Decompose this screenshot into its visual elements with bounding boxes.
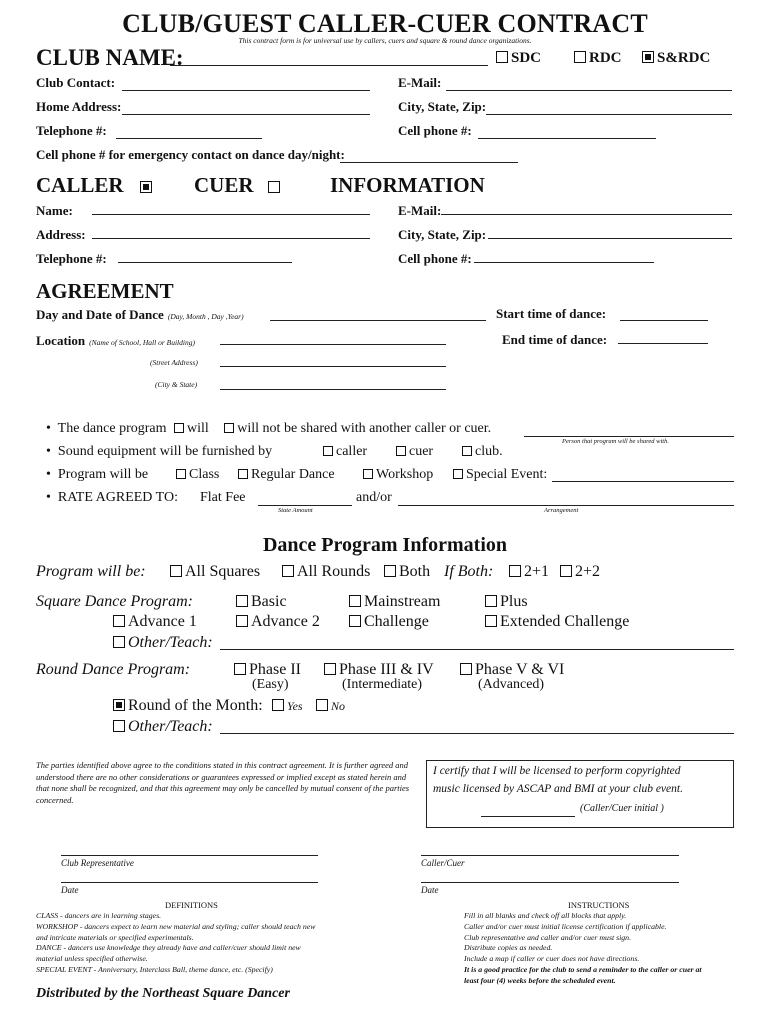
caller-heading: CALLER — [36, 173, 155, 198]
definition-line: WORKSHOP - dancers expect to learn new material and styling; caller should teach new — [36, 921, 316, 931]
definition-line: SPECIAL EVENT - Anniversary, Interclass Ball, theme dance, etc. (Specify) — [36, 964, 273, 974]
square-other-teach-option[interactable]: Other/Teach: — [113, 634, 213, 652]
initial-label: (Caller/Cuer initial ) — [580, 803, 664, 814]
club-rep-signature-field[interactable] — [61, 855, 318, 856]
square-other-teach-field[interactable] — [220, 649, 734, 650]
instruction-bold-line: It is a good practice for the club to send a reminder to the caller or cuer at — [464, 964, 702, 974]
workshop-checkbox[interactable] — [363, 469, 373, 479]
club-city-label: City, State, Zip: — [398, 99, 487, 114]
type-special-option[interactable]: Special Event: — [453, 467, 547, 483]
city-hint: (City & State) — [155, 380, 198, 389]
club-type-rdc[interactable]: RDC — [574, 50, 622, 67]
bullet-rate: • RATE AGREED TO: — [46, 490, 178, 505]
definition-line: material unless specified otherwise. — [36, 954, 148, 964]
caller-cuer-date-label: Date — [421, 885, 439, 895]
caller-cell-label: Cell phone #: — [398, 251, 472, 266]
arrangement-hint: Arrangement — [544, 507, 579, 514]
phase34-checkbox[interactable] — [324, 663, 336, 675]
club-cell-label: Cell phone #: — [398, 123, 472, 138]
end-time-field[interactable] — [618, 343, 708, 344]
caller-checkbox[interactable] — [140, 181, 152, 193]
cuer-checkbox[interactable] — [268, 181, 280, 193]
caller-cuer-label: Caller/Cuer — [421, 858, 465, 868]
start-time-label: Start time of dance: — [496, 306, 607, 321]
club-contact-label: Club Contact: — [36, 75, 116, 90]
certify-line-2: music licensed by ASCAP and BMI at your club event. — [433, 783, 683, 795]
basic-option[interactable]: Basic — [236, 593, 287, 611]
caller-email-field[interactable] — [441, 214, 732, 215]
bullet-program-type: • Program will be — [46, 467, 149, 482]
regular-dance-checkbox[interactable] — [238, 469, 248, 479]
challenge-checkbox[interactable] — [349, 615, 361, 627]
page-title: CLUB/GUEST CALLER-CUER CONTRACT — [122, 9, 648, 38]
club-home-address-label: Home Address: — [36, 99, 122, 114]
special-event-field[interactable] — [552, 481, 734, 482]
phase2-option[interactable]: Phase II — [234, 661, 301, 679]
special-event-checkbox[interactable] — [453, 469, 463, 479]
advance1-checkbox[interactable] — [113, 615, 125, 627]
caller-cuer-signature-field[interactable] — [421, 855, 679, 856]
instruction-line: Fill in all blanks and check off all blocks that apply. — [464, 911, 627, 920]
definition-line: and intricate materials or specified experimentals. — [36, 932, 194, 942]
club-telephone-field[interactable] — [116, 138, 262, 139]
will-not-checkbox[interactable] — [224, 423, 234, 433]
extended-challenge-option[interactable]: Extended Challenge — [485, 613, 629, 631]
sound-cuer-option[interactable]: cuer — [396, 444, 433, 460]
challenge-option[interactable]: Challenge — [349, 613, 429, 631]
caller-city-label: City, State, Zip: — [398, 227, 487, 242]
day-date-label: Day and Date of Dance (Day, Month , Day ,Year) — [36, 307, 244, 322]
end-time-label: End time of dance: — [502, 332, 608, 347]
club-city-field[interactable] — [486, 114, 732, 115]
emergency-field[interactable] — [340, 162, 518, 163]
round-other-teach-field[interactable] — [220, 733, 734, 734]
2plus1-checkbox[interactable] — [509, 565, 521, 577]
caller-email-label: E-Mail: — [398, 203, 442, 218]
instruction-line: Include a map if caller or cuer does not have directions. — [464, 954, 640, 964]
club-cell-field[interactable] — [478, 138, 656, 139]
definition-line: CLASS - dancers are in learning stages. — [36, 911, 162, 920]
rotm-no-checkbox[interactable] — [316, 699, 328, 711]
shared-person-field[interactable] — [524, 436, 734, 437]
cuer-heading: CUER — [194, 173, 283, 198]
information-heading: INFORMATION — [330, 173, 485, 197]
basic-checkbox[interactable] — [236, 595, 248, 607]
mainstream-checkbox[interactable] — [349, 595, 361, 607]
advance2-option[interactable]: Advance 2 — [236, 613, 320, 631]
street-hint: (Street Address) — [150, 358, 198, 367]
instruction-line: Caller and/or cuer must initial license certification if applicable. — [464, 921, 667, 931]
caller-address-label: Address: — [36, 227, 86, 242]
will-checkbox[interactable] — [174, 423, 184, 433]
sound-caller-checkbox[interactable] — [323, 446, 333, 456]
sound-caller-option[interactable]: caller — [323, 444, 367, 460]
location-label: Location (Name of School, Hall or Building) — [36, 333, 195, 348]
start-time-field[interactable] — [620, 320, 708, 321]
instruction-line: Distribute copies as needed. — [464, 943, 553, 953]
club-home-address-field[interactable] — [122, 114, 370, 115]
type-regular-option[interactable]: Regular Dance — [238, 467, 335, 483]
both-checkbox[interactable] — [384, 565, 396, 577]
sound-club-option[interactable]: club. — [462, 444, 503, 460]
round-of-month-option[interactable]: Round of the Month: — [113, 697, 263, 715]
round-other-teach-checkbox[interactable] — [113, 720, 125, 732]
club-email-field[interactable] — [446, 90, 732, 91]
emergency-label: Cell phone # for emergency contact on dance day/night: — [36, 147, 345, 162]
bullet-program-shared: • The dance program will will not be shared with another caller or cuer. — [46, 421, 492, 436]
definitions-heading: DEFINITIONS — [165, 900, 218, 910]
sound-club-checkbox[interactable] — [462, 446, 472, 456]
location-field[interactable] — [220, 344, 446, 345]
rotm-no-option[interactable]: No — [316, 699, 345, 714]
flat-fee-field[interactable] — [258, 505, 352, 506]
flat-fee-label: Flat Fee — [200, 490, 246, 505]
advance1-option[interactable]: Advance 1 — [113, 613, 197, 631]
caller-city-field[interactable] — [488, 238, 732, 239]
caller-cell-field[interactable] — [474, 262, 654, 263]
if-both-label: If Both: — [444, 563, 494, 580]
srdc-checkbox[interactable] — [642, 51, 654, 63]
2plus2-checkbox[interactable] — [560, 565, 572, 577]
type-class-option[interactable]: Class — [176, 467, 219, 483]
club-type-sdc[interactable]: SDC — [496, 50, 541, 67]
class-checkbox[interactable] — [176, 469, 186, 479]
definitions-list — [36, 911, 315, 976]
plus-checkbox[interactable] — [485, 595, 497, 607]
round-of-month-checkbox[interactable] — [113, 699, 125, 711]
bullet-sound-equipment: • Sound equipment will be furnished by — [46, 444, 273, 459]
state-amount-hint: State Amount — [278, 507, 313, 514]
round-program-label: Round Dance Program: — [36, 661, 191, 678]
mainstream-option[interactable]: Mainstream — [349, 593, 440, 611]
square-program-label: Square Dance Program: — [36, 593, 194, 610]
program-heading: Dance Program Information — [262, 534, 508, 556]
caller-telephone-field[interactable] — [118, 262, 292, 263]
club-rep-date-field[interactable] — [61, 882, 318, 883]
caller-name-label: Name: — [36, 203, 73, 218]
club-name-field[interactable] — [170, 65, 488, 66]
instruction-bold-line: least four (4) weeks before the scheduled event. — [464, 975, 616, 985]
caller-initial-field[interactable] — [481, 816, 575, 817]
club-contact-field[interactable] — [122, 90, 370, 91]
club-name-label: CLUB NAME: — [36, 45, 184, 70]
club-rep-label: Club Representative — [61, 858, 134, 868]
instructions-list — [464, 911, 702, 987]
phase34-sub: (Intermediate) — [342, 677, 423, 692]
club-rep-date-label: Date — [61, 885, 79, 895]
advance2-checkbox[interactable] — [236, 615, 248, 627]
phase2-checkbox[interactable] — [234, 663, 246, 675]
program-will-be-label: Program will be: — [36, 563, 146, 580]
club-type-srdc[interactable]: S&RDC — [642, 50, 710, 67]
type-workshop-option[interactable]: Workshop — [363, 467, 433, 483]
all-rounds-checkbox[interactable] — [282, 565, 294, 577]
day-date-field[interactable] — [270, 320, 486, 321]
city-state-field[interactable] — [220, 389, 446, 390]
both-option[interactable]: Both — [384, 563, 430, 581]
andor-label: and/or — [356, 490, 392, 505]
instructions-heading: INSTRUCTIONS — [568, 900, 630, 910]
caller-address-field[interactable] — [92, 238, 370, 239]
all-squares-checkbox[interactable] — [170, 565, 182, 577]
square-other-teach-checkbox[interactable] — [113, 636, 125, 648]
plus-option[interactable]: Plus — [485, 593, 528, 611]
round-other-teach-option[interactable]: Other/Teach: — [113, 718, 213, 736]
caller-telephone-label: Telephone #: — [36, 251, 107, 266]
sdc-checkbox[interactable] — [496, 51, 508, 63]
sound-cuer-checkbox[interactable] — [396, 446, 406, 456]
phase56-checkbox[interactable] — [460, 663, 472, 675]
extended-challenge-checkbox[interactable] — [485, 615, 497, 627]
shared-person-hint: Person that program will be shared with. — [562, 438, 669, 445]
phase56-option[interactable]: Phase V & VI — [460, 661, 564, 679]
agreement-paragraph: The parties identified above agree to the conditions stated in this contract agreement. It is further agreed and understood there are no other considerations or guarantees expressed or implied except as stated herein and that none shall be recognized, and that this agreement may only be cancelled by mutual consent of the parties concerned. — [36, 760, 410, 805]
phase56-sub: (Advanced) — [478, 677, 545, 692]
all-rounds-option[interactable]: All Rounds — [282, 563, 370, 581]
street-field[interactable] — [220, 366, 446, 367]
certify-line-1: I certify that I will be licensed to perform copyrighted — [433, 765, 681, 777]
definition-line: DANCE - dancers use knowledge they already have and caller/cuer should limit new — [36, 943, 301, 953]
phase34-option[interactable]: Phase III & IV — [324, 661, 434, 679]
caller-cuer-date-field[interactable] — [421, 882, 679, 883]
page-subtitle: This contract form is for universal use by callers, cuers and square & round dance organizations. — [238, 36, 532, 45]
agreement-heading: AGREEMENT — [36, 279, 174, 303]
instruction-line: Club representative and caller and/or cuer must sign. — [464, 932, 632, 942]
rotm-yes-checkbox[interactable] — [272, 699, 284, 711]
opt-2plus1-option[interactable]: 2+1 — [509, 563, 549, 581]
club-email-label: E-Mail: — [398, 75, 442, 90]
club-telephone-label: Telephone #: — [36, 123, 107, 138]
rdc-checkbox[interactable] — [574, 51, 586, 63]
footer-distributor: Distributed by the Northeast Square Dancer — [36, 986, 290, 1001]
opt-2plus2-option[interactable]: 2+2 — [560, 563, 600, 581]
phase2-sub: (Easy) — [252, 677, 289, 692]
all-squares-option[interactable]: All Squares — [170, 563, 260, 581]
arrangement-field[interactable] — [398, 505, 734, 506]
caller-name-field[interactable] — [92, 214, 370, 215]
rotm-yes-option[interactable]: Yes — [272, 699, 303, 714]
